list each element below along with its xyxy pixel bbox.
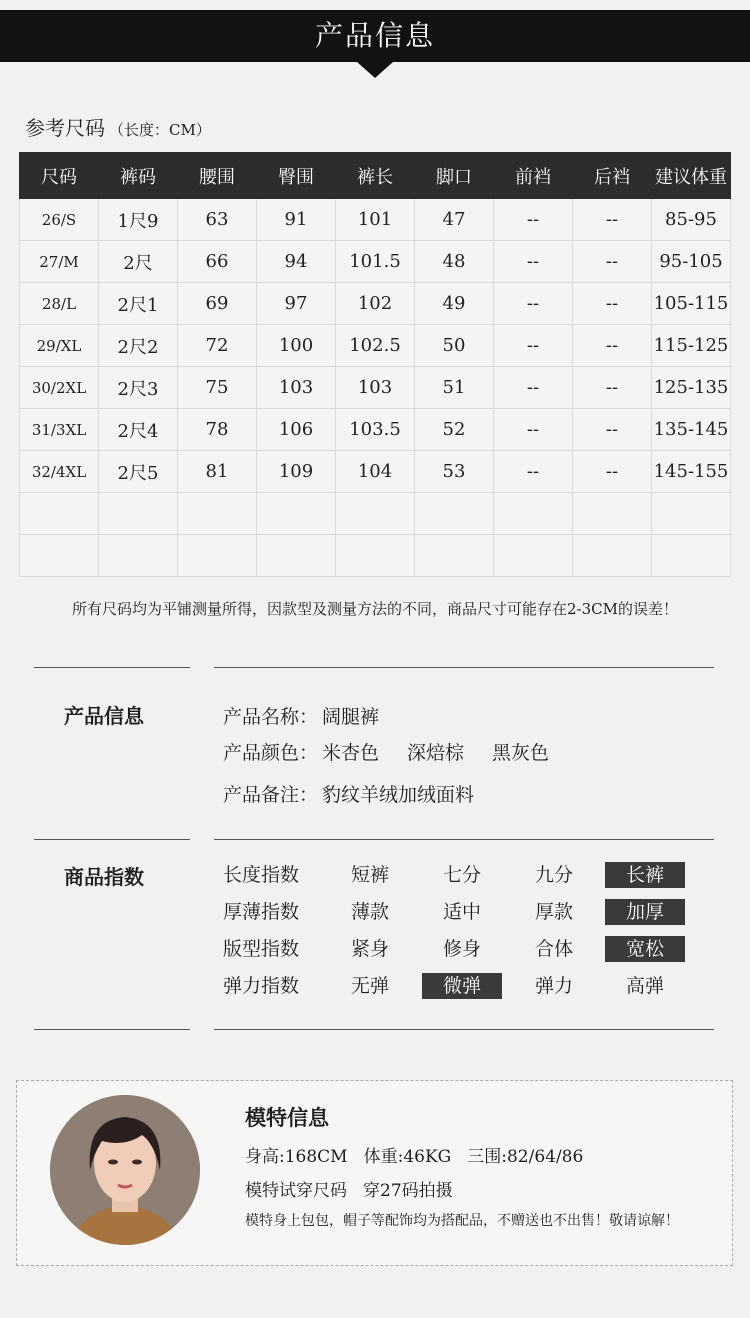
table-cell: 104: [336, 451, 415, 493]
index-option: 适中: [442, 901, 481, 923]
size-table-body: [20, 199, 731, 577]
size-chart-unit: （长度：CM）: [109, 121, 211, 139]
table-cell: 2尺3: [99, 367, 178, 409]
table-row: [20, 367, 731, 409]
empty-cell: [573, 535, 652, 577]
table-cell: 72: [178, 325, 257, 367]
table-cell: --: [573, 409, 652, 451]
product-color-values: [322, 742, 577, 764]
model-avatar: [50, 1095, 200, 1245]
table-cell: 106: [257, 409, 336, 451]
index-option: 高弹: [625, 975, 664, 997]
index-option: 九分: [534, 864, 573, 886]
table-row: [20, 241, 731, 283]
index-option: 短裤: [350, 864, 389, 886]
table-cell: 32/4XL: [20, 451, 99, 493]
model-measurements: 三围:82/64/86: [467, 1147, 584, 1167]
table-cell: 2尺1: [99, 283, 178, 325]
empty-cell: [336, 535, 415, 577]
product-remark-label: 产品备注：: [223, 784, 319, 806]
banner: [0, 10, 750, 62]
table-cell: 115-125: [652, 325, 731, 367]
table-cell: --: [494, 409, 573, 451]
table-cell: 51: [415, 367, 494, 409]
table-cell: 47: [415, 199, 494, 241]
divider: [214, 839, 714, 840]
model-height: 身高:168CM: [245, 1147, 348, 1167]
measurement-note: 所有尺码均为平铺测量所得，因款型及测量方法的不同，商品尺寸可能存在2-3CM的误差！: [72, 600, 678, 618]
table-cell: 145-155: [652, 451, 731, 493]
divider: [214, 1029, 714, 1030]
model-weight: 体重:46KG: [363, 1147, 452, 1167]
color-option: 黑灰色: [492, 742, 550, 764]
empty-row: [20, 535, 731, 577]
product-color-row: [223, 738, 577, 765]
index-option: 紧身: [350, 938, 389, 960]
table-cell: 109: [257, 451, 336, 493]
table-cell: 85-95: [652, 199, 731, 241]
table-cell: --: [573, 325, 652, 367]
table-cell: 30/2XL: [20, 367, 99, 409]
table-cell: --: [573, 283, 652, 325]
index-label: 长度指数: [223, 864, 300, 886]
divider: [34, 1029, 190, 1030]
table-cell: 48: [415, 241, 494, 283]
model-info-title: 模特信息: [245, 1105, 329, 1130]
table-cell: 125-135: [652, 367, 731, 409]
empty-cell: [257, 535, 336, 577]
banner-arrow: [357, 62, 393, 78]
table-cell: 49: [415, 283, 494, 325]
indices-title: 商品指数: [64, 865, 144, 889]
table-row: [20, 325, 731, 367]
index-option: 修身: [442, 938, 481, 960]
table-cell: 103: [257, 367, 336, 409]
model-size-value: 穿27码拍摄: [363, 1181, 453, 1201]
model-size-label: 模特试穿尺码: [245, 1181, 347, 1201]
empty-cell: [652, 535, 731, 577]
model-stats: [245, 1142, 599, 1167]
empty-cell: [178, 535, 257, 577]
index-option: 薄款: [350, 901, 389, 923]
table-row: [20, 283, 731, 325]
empty-cell: [652, 493, 731, 535]
color-option: 深焙棕: [407, 742, 465, 764]
table-cell: 28/L: [20, 283, 99, 325]
empty-cell: [336, 493, 415, 535]
size-col-header: 裤长: [336, 153, 415, 199]
size-table-header: [20, 153, 731, 199]
table-cell: 2尺5: [99, 451, 178, 493]
index-option-selected: 长裤: [605, 862, 685, 888]
empty-cell: [99, 535, 178, 577]
table-cell: 75: [178, 367, 257, 409]
index-option-selected: 宽松: [605, 936, 685, 962]
divider: [34, 667, 190, 668]
index-option-selected: 微弹: [422, 973, 502, 999]
empty-cell: [494, 493, 573, 535]
table-cell: --: [573, 367, 652, 409]
table-cell: 2尺4: [99, 409, 178, 451]
table-row: [20, 199, 731, 241]
table-cell: 95-105: [652, 241, 731, 283]
table-cell: --: [494, 241, 573, 283]
size-col-header: 后裆: [573, 153, 652, 199]
table-cell: 29/XL: [20, 325, 99, 367]
table-cell: 91: [257, 199, 336, 241]
product-name-row: [223, 702, 379, 729]
product-name-value: 阔腿裤: [322, 706, 380, 728]
model-photo: [50, 1095, 200, 1245]
table-cell: 103.5: [336, 409, 415, 451]
table-cell: --: [573, 199, 652, 241]
index-label: 版型指数: [223, 938, 300, 960]
empty-cell: [99, 493, 178, 535]
product-remark-value: 豹纹羊绒加绒面料: [322, 784, 475, 806]
table-cell: 135-145: [652, 409, 731, 451]
table-row: [20, 409, 731, 451]
index-label: 厚薄指数: [223, 901, 300, 923]
table-cell: --: [573, 451, 652, 493]
table-row: [20, 451, 731, 493]
table-cell: 69: [178, 283, 257, 325]
table-cell: 105-115: [652, 283, 731, 325]
index-option-selected: 加厚: [605, 899, 685, 925]
index-option: 无弹: [350, 975, 389, 997]
table-cell: 102: [336, 283, 415, 325]
table-cell: 63: [178, 199, 257, 241]
table-cell: 101: [336, 199, 415, 241]
product-name-label: 产品名称：: [223, 706, 319, 728]
product-remark-row: [223, 780, 474, 807]
model-size: [245, 1176, 469, 1201]
index-option: 弹力: [534, 975, 573, 997]
table-cell: --: [494, 325, 573, 367]
color-option: 米杏色: [322, 742, 380, 764]
empty-cell: [415, 493, 494, 535]
size-chart-title: 参考尺码: [25, 116, 105, 140]
empty-cell: [20, 493, 99, 535]
empty-cell: [178, 493, 257, 535]
table-cell: 27/M: [20, 241, 99, 283]
size-col-header: 脚口: [415, 153, 494, 199]
table-cell: --: [494, 199, 573, 241]
size-col-header: 尺码: [20, 153, 99, 199]
size-col-header: 腰围: [178, 153, 257, 199]
table-cell: 66: [178, 241, 257, 283]
empty-row: [20, 493, 731, 535]
table-cell: 2尺2: [99, 325, 178, 367]
table-cell: 81: [178, 451, 257, 493]
size-chart-heading: [25, 112, 211, 141]
size-col-header: 前裆: [494, 153, 573, 199]
table-cell: 52: [415, 409, 494, 451]
empty-cell: [20, 535, 99, 577]
table-cell: --: [494, 283, 573, 325]
banner-title: 产品信息: [314, 19, 435, 52]
table-cell: 1尺9: [99, 199, 178, 241]
table-cell: 97: [257, 283, 336, 325]
table-cell: 78: [178, 409, 257, 451]
size-table: [19, 152, 731, 577]
table-cell: 101.5: [336, 241, 415, 283]
table-cell: 53: [415, 451, 494, 493]
table-cell: 103: [336, 367, 415, 409]
empty-cell: [494, 535, 573, 577]
size-col-header: 臀围: [257, 153, 336, 199]
table-cell: --: [573, 241, 652, 283]
table-cell: 26/S: [20, 199, 99, 241]
table-cell: 100: [257, 325, 336, 367]
index-option: 合体: [534, 938, 573, 960]
empty-cell: [573, 493, 652, 535]
divider: [34, 839, 190, 840]
index-label: 弹力指数: [223, 975, 300, 997]
table-cell: 94: [257, 241, 336, 283]
table-cell: --: [494, 451, 573, 493]
size-col-header: 裤码: [99, 153, 178, 199]
table-cell: 102.5: [336, 325, 415, 367]
empty-cell: [415, 535, 494, 577]
table-cell: 31/3XL: [20, 409, 99, 451]
divider: [214, 667, 714, 668]
empty-cell: [257, 493, 336, 535]
table-cell: --: [494, 367, 573, 409]
product-info-title: 产品信息: [64, 704, 144, 728]
model-note: 模特身上包包，帽子等配饰均为搭配品，不赠送也不出售！敬请谅解！: [245, 1213, 679, 1229]
size-col-header: 建议体重: [652, 153, 731, 199]
product-color-label: 产品颜色：: [223, 742, 319, 764]
table-cell: 2尺: [99, 241, 178, 283]
table-cell: 50: [415, 325, 494, 367]
index-option: 七分: [442, 864, 481, 886]
index-option: 厚款: [534, 901, 573, 923]
